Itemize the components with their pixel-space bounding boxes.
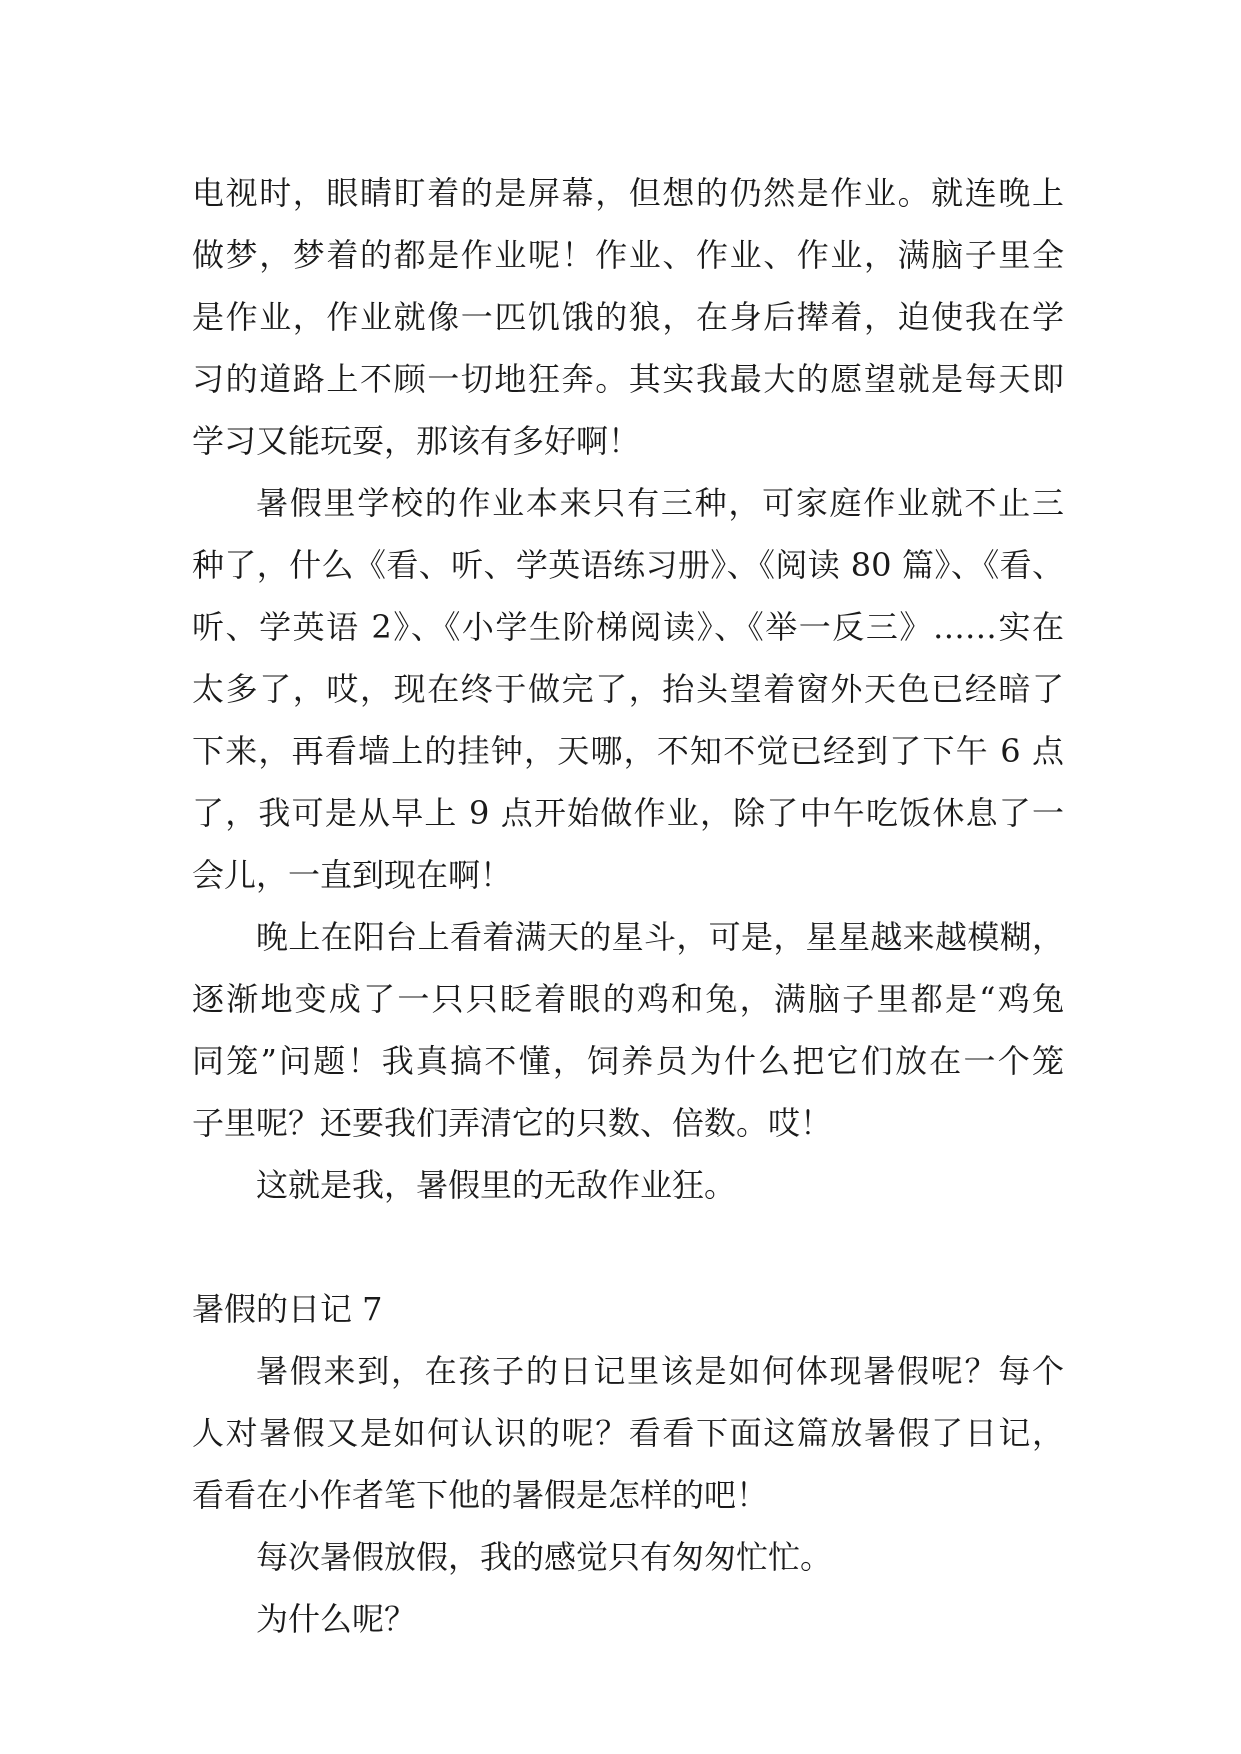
text-line: 暑假里学校的作业本来只有三种，可家庭作业就不止三 — [256, 484, 1064, 522]
paragraph-diary-intro — [192, 1340, 1064, 1526]
text-line: 电视时，眼睛盯着的是屏幕，但想的仍然是作业。就连晚上 — [192, 174, 1064, 212]
text-line: 听、学英语 2》、《小学生阶梯阅读》、《举一反三》……实在 — [192, 608, 1064, 646]
text-line: 看看在小作者笔下他的暑假是怎样的吧！ — [192, 1476, 769, 1514]
text-line: 种了，什么《看、听、学英语练习册》、《阅读 80 篇》、《看、 — [192, 546, 1064, 584]
paragraph-evening-stars — [192, 906, 1064, 1154]
text-line: 会儿，一直到现在啊！ — [192, 856, 513, 894]
paragraph-question — [192, 1588, 1064, 1650]
text-line: 为什么呢？ — [256, 1600, 417, 1638]
text-line: 暑假来到，在孩子的日记里该是如何体现暑假呢？每个 — [256, 1352, 1064, 1390]
paragraph-conclusion — [192, 1154, 1064, 1216]
text-line: 了，我可是从早上 9 点开始做作业，除了中午吃饭休息了一 — [192, 794, 1064, 832]
heading-text: 暑假的日记 7 — [192, 1290, 383, 1328]
text-line: 习的道路上不顾一切地狂奔。其实我最大的愿望就是每天即 — [192, 360, 1064, 398]
text-line: 子里呢？还要我们弄清它的只数、倍数。哎！ — [192, 1104, 833, 1142]
text-line: 太多了，哎，现在终于做完了，抬头望着窗外天色已经暗了 — [192, 670, 1064, 708]
text-line: 是作业，作业就像一匹饥饿的狼，在身后撵着，迫使我在学 — [192, 298, 1064, 336]
paragraph-busy-feeling — [192, 1526, 1064, 1588]
text-line: 晚上在阳台上看着满天的星斗，可是，星星越来越模糊， — [256, 918, 1064, 956]
paragraph-homework-list — [192, 472, 1064, 906]
text-line: 每次暑假放假，我的感觉只有匆匆忙忙。 — [256, 1538, 833, 1576]
text-line: 逐渐地变成了一只只眨着眼的鸡和兔，满脑子里都是“鸡兔 — [192, 980, 1064, 1018]
document-body — [192, 162, 1064, 1650]
text-line: 这就是我，暑假里的无敌作业狂。 — [256, 1166, 737, 1204]
section-heading — [192, 1278, 1064, 1340]
text-line: 学习又能玩耍，那该有多好啊！ — [192, 422, 641, 460]
text-line: 下来，再看墙上的挂钟，天哪，不知不觉已经到了下午 6 点 — [192, 732, 1064, 770]
paragraph-homework-intro — [192, 162, 1064, 472]
text-line: 人对暑假又是如何认识的呢？看看下面这篇放暑假了日记， — [192, 1414, 1064, 1452]
section-gap — [192, 1216, 1064, 1278]
text-line: 做梦，梦着的都是作业呢！作业、作业、作业，满脑子里全 — [192, 236, 1064, 274]
text-line: 同笼”问题！我真搞不懂，饲养员为什么把它们放在一个笼 — [192, 1042, 1064, 1080]
